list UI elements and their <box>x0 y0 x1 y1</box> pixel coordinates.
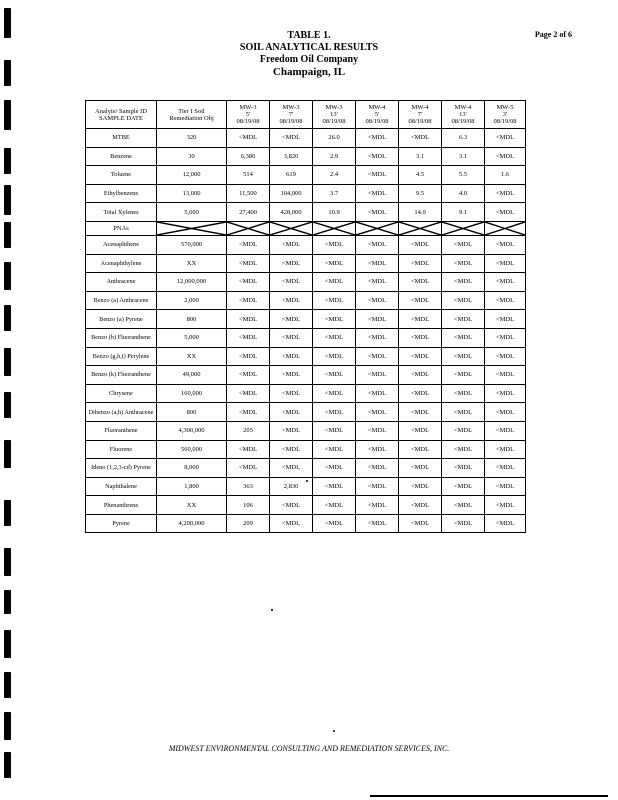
binder-mark <box>4 500 11 526</box>
value-cell: <MDL <box>270 273 313 292</box>
value-cell: <MDL <box>356 440 399 459</box>
analyte-cell: MTBE <box>86 129 157 148</box>
value-cell: <MDL <box>356 477 399 496</box>
bottom-rule <box>370 795 608 797</box>
value-cell: <MDL <box>485 440 526 459</box>
value-cell: <MDL <box>227 235 270 254</box>
footer-company: MIDWEST ENVIRONMENTAL CONSULTING AND REMEDIATION SERVICES, INC. <box>168 744 450 753</box>
table-row <box>86 347 526 366</box>
sample-header: MW-4 7' 08/19/08 <box>399 101 442 129</box>
value-cell: <MDL <box>399 235 442 254</box>
speck <box>306 480 308 482</box>
value-cell: <MDL <box>442 514 485 533</box>
tier-cell: 8,000 <box>157 459 227 478</box>
value-cell: <MDL <box>227 384 270 403</box>
value-cell: 3.7 <box>313 184 356 203</box>
value-cell: 14.0 <box>399 203 442 222</box>
value-cell: <MDL <box>356 384 399 403</box>
table-row <box>86 184 526 203</box>
value-cell: <MDL <box>399 496 442 515</box>
crossed-cell <box>270 221 313 235</box>
table-row <box>86 235 526 254</box>
value-cell: 2.9 <box>313 147 356 166</box>
value-cell: 619 <box>270 166 313 185</box>
value-cell: <MDL <box>485 184 526 203</box>
value-cell: <MDL <box>442 366 485 385</box>
value-cell: 3.1 <box>399 147 442 166</box>
tier-header: Tier I Soil Remediation Obj <box>157 101 227 129</box>
value-cell: <MDL <box>270 384 313 403</box>
analyte-cell: Benzo (a) Anthracene <box>86 291 157 310</box>
value-cell: <MDL <box>270 421 313 440</box>
value-cell: <MDL <box>485 514 526 533</box>
tier-cell: 12,000 <box>157 166 227 185</box>
company-name: Freedom Oil Company <box>259 54 359 65</box>
binder-mark <box>4 262 11 290</box>
value-cell: <MDL <box>270 328 313 347</box>
tier-cell: 4,300,000 <box>157 421 227 440</box>
value-cell: <MDL <box>313 347 356 366</box>
tier-cell: 320 <box>157 129 227 148</box>
value-cell: <MDL <box>399 254 442 273</box>
value-cell: <MDL <box>442 291 485 310</box>
value-cell: <MDL <box>356 254 399 273</box>
value-cell: <MDL <box>270 291 313 310</box>
tier-cell: 5,000 <box>157 328 227 347</box>
value-cell: <MDL <box>356 203 399 222</box>
value-cell: <MDL <box>270 496 313 515</box>
crossed-cell <box>227 221 270 235</box>
analyte-cell: Benzo (g,h,i) Perylene <box>86 347 157 366</box>
value-cell: <MDL <box>485 421 526 440</box>
tier-cell: 560,000 <box>157 440 227 459</box>
analyte-cell: Anthracene <box>86 273 157 292</box>
value-cell: <MDL <box>313 514 356 533</box>
table-row <box>86 384 526 403</box>
results-table <box>85 100 526 533</box>
value-cell: <MDL <box>442 328 485 347</box>
value-cell: 9.5 <box>399 184 442 203</box>
value-cell: <MDL <box>356 347 399 366</box>
sample-header: MW-5 3' 08/19/08 <box>485 101 526 129</box>
value-cell: <MDL <box>313 384 356 403</box>
binder-mark <box>4 712 11 740</box>
table-title: TABLE 1. <box>287 30 331 41</box>
value-cell: <MDL <box>356 496 399 515</box>
title-block <box>0 30 618 78</box>
value-cell: 27,400 <box>227 203 270 222</box>
analyte-cell: Benzo (b) Fluoranthene <box>86 328 157 347</box>
value-cell: <MDL <box>485 347 526 366</box>
sample-header: MW-4 13' 08/19/08 <box>442 101 485 129</box>
value-cell: <MDL <box>313 477 356 496</box>
pnas-separator-row <box>86 221 526 235</box>
value-cell: <MDL <box>356 147 399 166</box>
page-number: Page 2 of 6 <box>534 30 572 39</box>
table-row <box>86 496 526 515</box>
value-cell: 4.5 <box>399 166 442 185</box>
binder-mark <box>4 672 11 698</box>
value-cell: <MDL <box>399 477 442 496</box>
value-cell: <MDL <box>485 273 526 292</box>
value-cell: <MDL <box>442 310 485 329</box>
value-cell: 106 <box>227 496 270 515</box>
table-row <box>86 366 526 385</box>
value-cell: <MDL <box>356 166 399 185</box>
table-row <box>86 310 526 329</box>
value-cell: <MDL <box>356 403 399 422</box>
value-cell: <MDL <box>399 459 442 478</box>
value-cell: <MDL <box>356 459 399 478</box>
value-cell: <MDL <box>399 384 442 403</box>
table-row <box>86 166 526 185</box>
table-row <box>86 459 526 478</box>
tier-cell: 1,800 <box>157 477 227 496</box>
value-cell: 5.5 <box>442 166 485 185</box>
analyte-cell: Acenaphthylene <box>86 254 157 273</box>
tier-cell: 800 <box>157 310 227 329</box>
value-cell: <MDL <box>442 496 485 515</box>
value-cell: <MDL <box>270 440 313 459</box>
value-cell: <MDL <box>442 254 485 273</box>
tier-cell: 5,600 <box>157 203 227 222</box>
analyte-cell: Benzene <box>86 147 157 166</box>
tier-cell: 570,000 <box>157 235 227 254</box>
value-cell: <MDL <box>399 403 442 422</box>
value-cell: <MDL <box>485 366 526 385</box>
table-row <box>86 291 526 310</box>
value-cell: 3,820 <box>270 147 313 166</box>
value-cell: <MDL <box>313 496 356 515</box>
value-cell: <MDL <box>485 310 526 329</box>
value-cell: <MDL <box>485 477 526 496</box>
value-cell: <MDL <box>399 421 442 440</box>
value-cell: 6.3 <box>442 129 485 148</box>
value-cell: <MDL <box>270 514 313 533</box>
tier-cell: 4,200,000 <box>157 514 227 533</box>
tier-cell: 2,000 <box>157 291 227 310</box>
table-row <box>86 328 526 347</box>
value-cell: <MDL <box>356 366 399 385</box>
tier-cell: 49,000 <box>157 366 227 385</box>
analyte-cell: Chrysene <box>86 384 157 403</box>
binder-mark <box>4 630 11 658</box>
value-cell: 428,000 <box>270 203 313 222</box>
value-cell: <MDL <box>399 328 442 347</box>
value-cell: <MDL <box>399 366 442 385</box>
value-cell: 205 <box>227 421 270 440</box>
value-cell: 2,830 <box>270 477 313 496</box>
value-cell: 26.0 <box>313 129 356 148</box>
table-row <box>86 254 526 273</box>
analyte-cell: Acenaphthene <box>86 235 157 254</box>
value-cell: <MDL <box>485 129 526 148</box>
value-cell: <MDL <box>227 403 270 422</box>
sample-header: MW-3 13' 08/19/08 <box>313 101 356 129</box>
value-cell: <MDL <box>442 477 485 496</box>
tier-cell: 12,000,000 <box>157 273 227 292</box>
tier-cell: 160,000 <box>157 384 227 403</box>
value-cell: <MDL <box>313 273 356 292</box>
value-cell: <MDL <box>485 291 526 310</box>
value-cell: <MDL <box>227 347 270 366</box>
tier-cell: XX <box>157 347 227 366</box>
analyte-cell: Pyrene <box>86 514 157 533</box>
binder-mark <box>4 305 11 331</box>
sample-header: MW-3 7' 08/19/08 <box>270 101 313 129</box>
value-cell: <MDL <box>313 440 356 459</box>
value-cell: <MDL <box>442 403 485 422</box>
binder-mark <box>4 590 11 614</box>
value-cell: 6,380 <box>227 147 270 166</box>
value-cell: <MDL <box>356 310 399 329</box>
value-cell: <MDL <box>442 421 485 440</box>
value-cell: <MDL <box>313 254 356 273</box>
binder-mark <box>4 222 11 248</box>
value-cell: <MDL <box>485 203 526 222</box>
value-cell: <MDL <box>227 310 270 329</box>
value-cell: <MDL <box>399 514 442 533</box>
binder-mark <box>4 752 11 778</box>
value-cell: <MDL <box>356 328 399 347</box>
crossed-cell <box>399 221 442 235</box>
value-cell: <MDL <box>485 235 526 254</box>
value-cell: <MDL <box>356 235 399 254</box>
binder-mark <box>4 548 11 576</box>
table-row <box>86 421 526 440</box>
value-cell: <MDL <box>313 366 356 385</box>
value-cell: 4.0 <box>442 184 485 203</box>
value-cell: <MDL <box>270 310 313 329</box>
table-row <box>86 147 526 166</box>
value-cell: <MDL <box>227 254 270 273</box>
value-cell: <MDL <box>270 347 313 366</box>
sample-header: MW-4 5' 08/19/08 <box>356 101 399 129</box>
value-cell: <MDL <box>227 328 270 347</box>
value-cell: <MDL <box>313 310 356 329</box>
value-cell: <MDL <box>356 184 399 203</box>
value-cell: <MDL <box>399 310 442 329</box>
tier-cell: XX <box>157 496 227 515</box>
crossed-cell <box>313 221 356 235</box>
value-cell: <MDL <box>442 384 485 403</box>
value-cell: <MDL <box>227 366 270 385</box>
binder-mark <box>4 185 11 215</box>
value-cell: <MDL <box>485 384 526 403</box>
value-cell: <MDL <box>485 147 526 166</box>
tier-cell: 13,000 <box>157 184 227 203</box>
table-row <box>86 440 526 459</box>
value-cell: <MDL <box>313 328 356 347</box>
value-cell: <MDL <box>270 254 313 273</box>
value-cell: <MDL <box>356 514 399 533</box>
table-row <box>86 203 526 222</box>
tier-cell: 800 <box>157 403 227 422</box>
analyte-cell: Naphthalene <box>86 477 157 496</box>
value-cell: <MDL <box>227 291 270 310</box>
analyte-cell: Fluoranthene <box>86 421 157 440</box>
analyte-cell: Ethylbenzene <box>86 184 157 203</box>
value-cell: <MDL <box>356 421 399 440</box>
crossed-cell <box>485 221 526 235</box>
binder-mark <box>4 100 11 130</box>
value-cell: <MDL <box>399 347 442 366</box>
table-subtitle: SOIL ANALYTICAL RESULTS <box>239 42 379 53</box>
value-cell: <MDL <box>270 235 313 254</box>
table-row <box>86 403 526 422</box>
value-cell: <MDL <box>227 459 270 478</box>
binder-mark <box>4 440 11 468</box>
analyte-cell: Dibenzo (a,h) Anthracene <box>86 403 157 422</box>
value-cell: <MDL <box>485 254 526 273</box>
value-cell: 1.6 <box>485 166 526 185</box>
value-cell: <MDL <box>442 273 485 292</box>
crossed-cell <box>356 221 399 235</box>
value-cell: <MDL <box>270 403 313 422</box>
value-cell: <MDL <box>399 273 442 292</box>
value-cell: <MDL <box>399 291 442 310</box>
value-cell: <MDL <box>485 328 526 347</box>
value-cell: <MDL <box>227 440 270 459</box>
value-cell: <MDL <box>356 273 399 292</box>
value-cell: 104,000 <box>270 184 313 203</box>
value-cell: <MDL <box>399 440 442 459</box>
value-cell: <MDL <box>270 459 313 478</box>
value-cell: <MDL <box>227 273 270 292</box>
value-cell: <MDL <box>485 403 526 422</box>
analyte-header: Analyte/ Sample ID SAMPLE DATE <box>86 101 157 129</box>
value-cell: 514 <box>227 166 270 185</box>
speck <box>271 609 273 611</box>
binder-mark <box>4 348 11 376</box>
speck <box>333 730 335 732</box>
table-row <box>86 514 526 533</box>
value-cell: <MDL <box>313 403 356 422</box>
value-cell: <MDL <box>442 459 485 478</box>
value-cell: <MDL <box>270 366 313 385</box>
value-cell: <MDL <box>442 235 485 254</box>
analyte-cell: Toluene <box>86 166 157 185</box>
tier-cell: 30 <box>157 147 227 166</box>
value-cell: <MDL <box>356 291 399 310</box>
value-cell: 10.9 <box>313 203 356 222</box>
analyte-cell: Total Xylenes <box>86 203 157 222</box>
value-cell: <MDL <box>313 459 356 478</box>
analyte-cell: Fluorene <box>86 440 157 459</box>
analyte-cell: Ideno (1,2,3-cd) Pyrene <box>86 459 157 478</box>
value-cell: <MDL <box>399 129 442 148</box>
value-cell: 209 <box>227 514 270 533</box>
value-cell: <MDL <box>356 129 399 148</box>
pnas-label: PNAs <box>86 221 157 235</box>
value-cell: <MDL <box>442 440 485 459</box>
value-cell: <MDL <box>313 421 356 440</box>
value-cell: 2.4 <box>313 166 356 185</box>
binder-mark <box>4 392 11 418</box>
value-cell: <MDL <box>313 291 356 310</box>
location: Champaign, IL <box>272 66 346 78</box>
header-row <box>86 101 526 129</box>
crossed-cell <box>157 221 227 235</box>
value-cell: <MDL <box>227 129 270 148</box>
tier-cell: XX <box>157 254 227 273</box>
analyte-cell: Phenanthrene <box>86 496 157 515</box>
value-cell: 9.1 <box>442 203 485 222</box>
table-row <box>86 129 526 148</box>
value-cell: <MDL <box>270 129 313 148</box>
value-cell: 363 <box>227 477 270 496</box>
analyte-cell: Benzo (k) Fluoranthene <box>86 366 157 385</box>
value-cell: <MDL <box>485 496 526 515</box>
value-cell: <MDL <box>442 347 485 366</box>
value-cell: <MDL <box>485 459 526 478</box>
binder-mark <box>4 148 11 174</box>
value-cell: <MDL <box>313 235 356 254</box>
value-cell: 11,500 <box>227 184 270 203</box>
sample-header: MW-3 5' 08/19/08 <box>227 101 270 129</box>
value-cell: 3.1 <box>442 147 485 166</box>
table-row <box>86 273 526 292</box>
crossed-cell <box>442 221 485 235</box>
analyte-cell: Benzo (a) Pyrene <box>86 310 157 329</box>
